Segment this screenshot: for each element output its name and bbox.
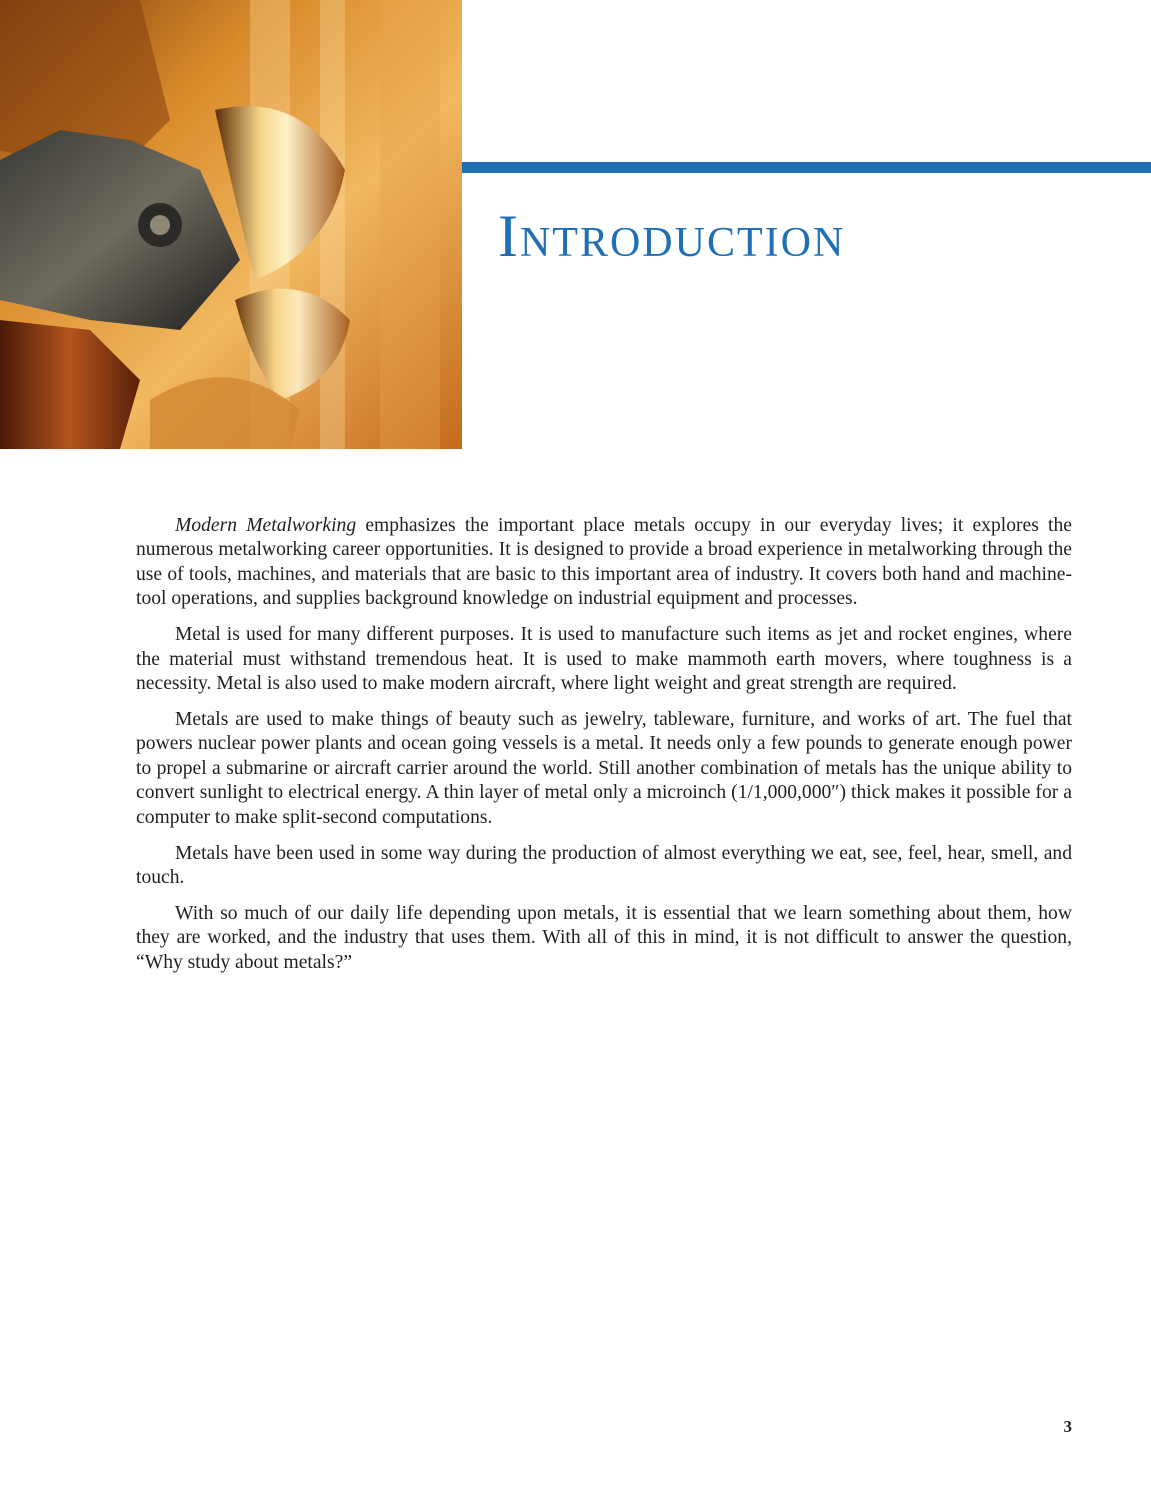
paragraph: Metal is used for many different purposes. It is used to manufacture such items as jet and rocket engines, where the material must withstand tremendous heat. It is used to make mammoth earth movers, where toughness is a necessity. Metal is also used to make modern aircraft, where light weight and great strength are required. [136,624,1072,695]
body-text [136,514,1072,987]
paragraph: Metals are used to make things of beauty such as jewelry, tableware, furniture, and works of art. The fuel that powers nuclear power plants and ocean going vessels is a metal. It needs only a few pounds to generate enough power to propel a submarine or aircraft carrier around the world. Still another combination of metals has the unique ability to convert sunlight to electrical energy. A thin layer of metal only a microinch (1/1,000,000″) thick makes it possible for a computer to make split-second computations. [136,709,1072,828]
paragraph: Metals have been used in some way during the production of almost everything we eat, see, feel, hear, smell, and touch. [136,842,1072,889]
paragraph: With so much of our daily life depending upon metals, it is essential that we learn something about them, how they are worked, and the industry that uses them. With all of this in mind, it is not difficult to answer the question, “Why study about metals?” [136,903,1072,973]
page-title: Introduction [498,203,846,269]
book-title-italic: Modern Metalworking [175,515,357,536]
paragraph-text: emphasizes the important place metals occupy in our everyday lives; it explores the numerous metalworking career opportunities. It is designed to provide a broad experience in metalworking through the use of tools, machines, and materials that are basic to this important area of industry. It covers both hand and machine-tool operations, and supplies background knowledge on industrial equipment and processes. [136,515,1072,610]
header-rule [462,162,1151,173]
paragraph [136,514,1072,612]
metal-cutting-tool-photo [0,0,462,449]
page-number: 3 [1063,1417,1072,1436]
